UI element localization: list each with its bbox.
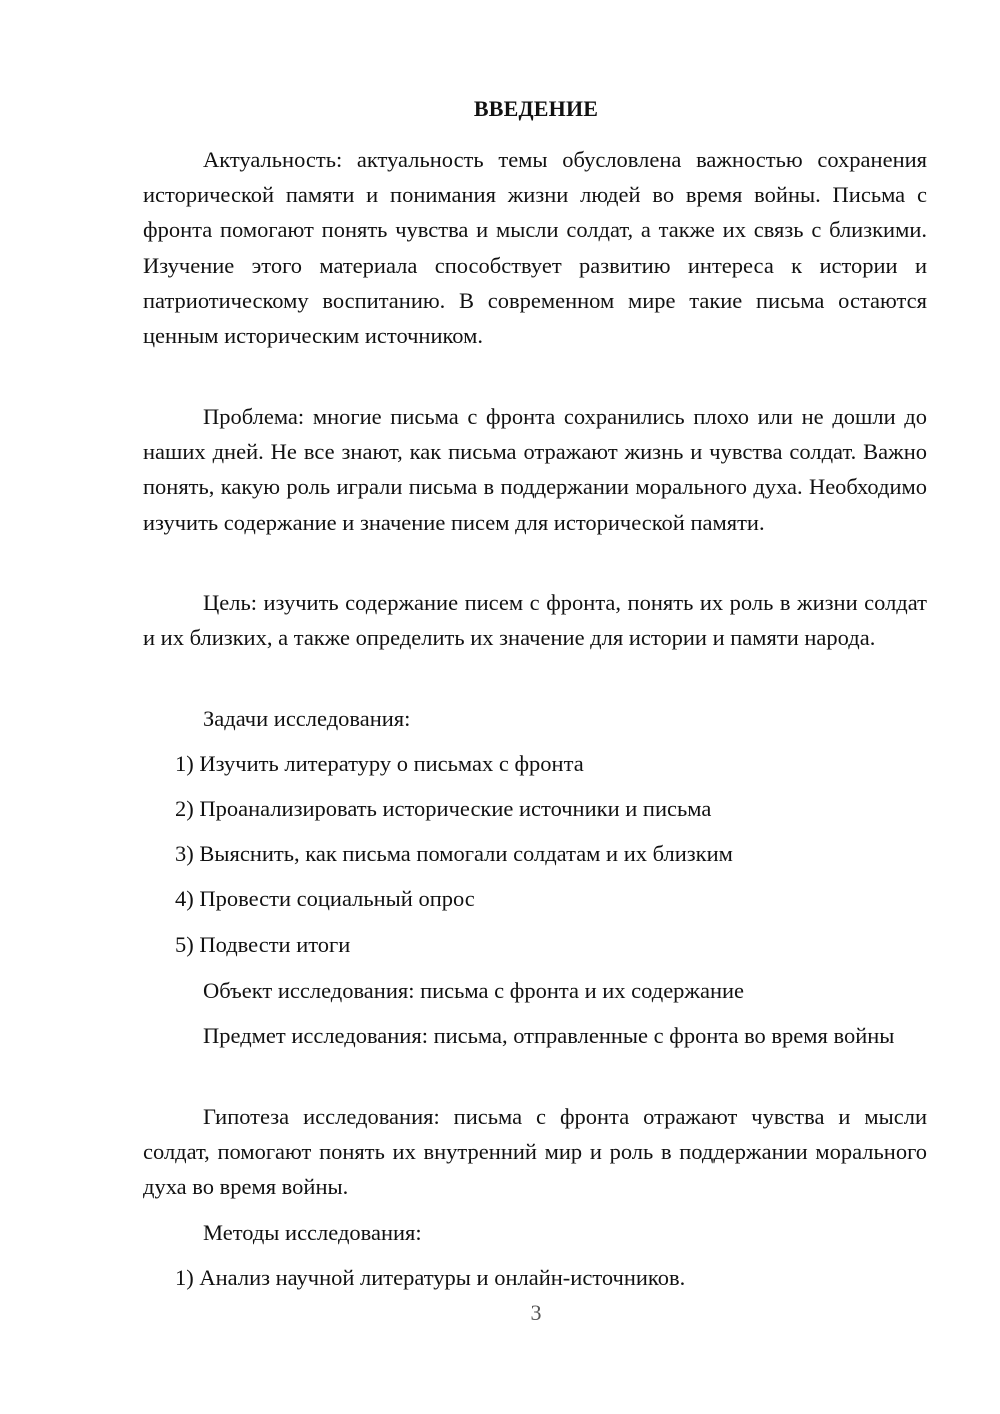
section-title: ВВЕДЕНИЕ xyxy=(473,96,599,121)
research-object: Объект исследования: письма с фронта и их содержание xyxy=(203,978,745,1003)
subject-section xyxy=(143,1018,927,1053)
goal-section xyxy=(143,585,927,655)
method-item: 1) Анализ научной литературы и онлайн-источников. xyxy=(175,1265,686,1290)
problem-section xyxy=(143,399,927,540)
page-number: 3 xyxy=(530,1300,542,1325)
relevance-section xyxy=(143,142,927,353)
task-item: 2) Проанализировать исторические источники и письма xyxy=(175,796,712,821)
tasks-heading: Задачи исследования: xyxy=(203,706,411,731)
research-hypothesis: Гипотеза исследования: письма с фронта отражают чувства и мысли солдат, помогают понять их внутренний мир и роль в поддержании морального духа во время войны. xyxy=(143,1104,927,1200)
task-item: 3) Выяснить, как письма помогали солдатам и их близким xyxy=(175,841,733,866)
research-subject: Предмет исследования: письма, отправленные с фронта во время войны xyxy=(203,1023,895,1048)
task-item: 1) Изучить литературу о письмах с фронта xyxy=(175,751,584,776)
problem-paragraph: Проблема: многие письма с фронта сохранились плохо или не дошли до наших дней. Не все знают, как письма отражают жизнь и чувства солдат. Важно понять, какую роль играли письма в поддержании морального духа. Необходимо изучить содержание и значение писем для исторической памяти. xyxy=(143,404,927,535)
hypothesis-section xyxy=(143,1099,927,1205)
task-item: 4) Провести социальный опрос xyxy=(175,886,475,911)
methods-heading: Методы исследования: xyxy=(203,1220,422,1245)
task-item: 5) Подвести итоги xyxy=(175,932,351,957)
goal-paragraph: Цель: изучить содержание писем с фронта, понять их роль в жизни солдат и их близких, а также определить их значение для истории и памяти народа. xyxy=(143,590,927,651)
relevance-paragraph: Актуальность: актуальность темы обусловлена важностью сохранения исторической памяти и понимания жизни людей во время войны. Письма с фронта помогают понять чувства и мысли солдат, а также их связь с близкими. Изучение этого материала способствует развитию интереса к истории и патриотическому воспитанию. В современном мире такие письма остаются ценным историческим источником. xyxy=(143,147,927,349)
